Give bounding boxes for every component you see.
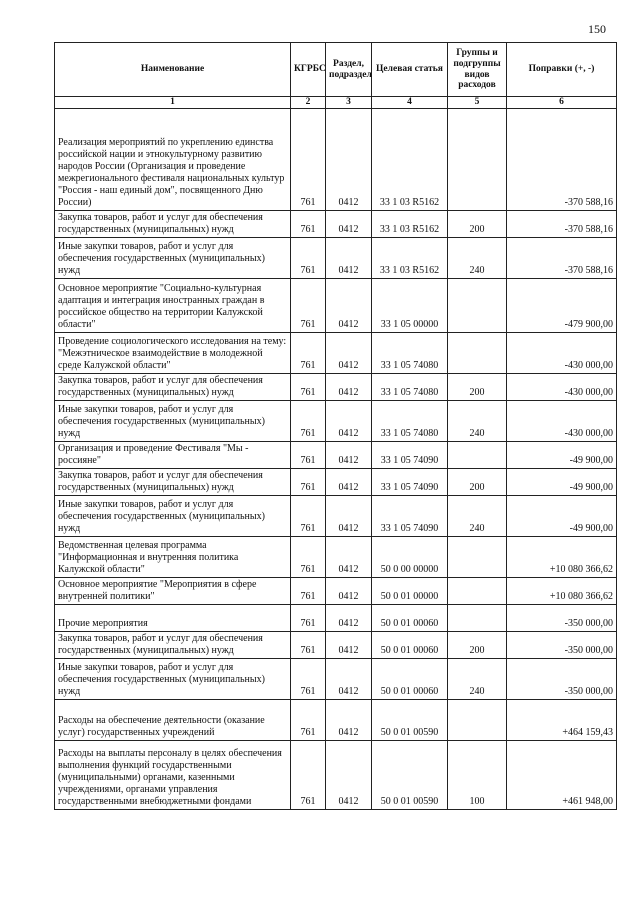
row-expense-group: [448, 605, 507, 632]
table-row: [55, 109, 617, 211]
row-section: 0412: [326, 401, 372, 442]
row-expense-group: 240: [448, 401, 507, 442]
header-section: Раздел, подраздел: [326, 43, 372, 97]
row-amendment-amount: +10 080 366,62: [507, 578, 617, 605]
header-groups: Группы и подгруппы видов расходов: [448, 43, 507, 97]
row-target-article: 50 0 00 00000: [372, 537, 448, 578]
row-expense-group: [448, 700, 507, 741]
row-kgrbs: 761: [291, 605, 326, 632]
row-expense-group: [448, 109, 507, 211]
row-amendment-amount: -430 000,00: [507, 374, 617, 401]
row-amendment-amount: -370 588,16: [507, 109, 617, 211]
row-amendment-amount: +10 080 366,62: [507, 537, 617, 578]
row-target-article: 33 1 05 74080: [372, 401, 448, 442]
table-row: [55, 537, 617, 578]
row-name: Расходы на выплаты персоналу в целях обеспечения выполнения функций государственными (муниципальными) органами, казенными учреждениями, органами управления государственными внебюджетными фондами: [55, 741, 291, 810]
row-kgrbs: 761: [291, 700, 326, 741]
row-name: Закупка товаров, работ и услуг для обеспечения государственных (муниципальных) нужд: [55, 374, 291, 401]
row-section: 0412: [326, 238, 372, 279]
row-target-article: 33 1 03 R5162: [372, 238, 448, 279]
row-kgrbs: 761: [291, 109, 326, 211]
table-row: [55, 496, 617, 537]
row-target-article: 33 1 03 R5162: [372, 211, 448, 238]
row-section: 0412: [326, 279, 372, 333]
row-target-article: 50 0 01 00060: [372, 605, 448, 632]
row-amendment-amount: -350 000,00: [507, 632, 617, 659]
row-name: Закупка товаров, работ и услуг для обеспечения государственных (муниципальных) нужд: [55, 469, 291, 496]
row-section: 0412: [326, 109, 372, 211]
row-expense-group: [448, 537, 507, 578]
column-number-row: [55, 97, 617, 109]
row-target-article: 33 1 05 74090: [372, 442, 448, 469]
row-target-article: 50 0 01 00060: [372, 659, 448, 700]
row-name: Расходы на обеспечение деятельности (оказание услуг) государственных учреждений: [55, 700, 291, 741]
row-name: Прочие мероприятия: [55, 605, 291, 632]
row-section: 0412: [326, 374, 372, 401]
table-row: [55, 469, 617, 496]
row-amendment-amount: +461 948,00: [507, 741, 617, 810]
row-name: Реализация мероприятий по укреплению единства российской нации и этнокультурному развитию народов России (Организация и проведение межрегионального фестиваля национальных культур "Россия - наш единый дом", посвященного Дню России): [55, 109, 291, 211]
row-kgrbs: 761: [291, 578, 326, 605]
row-section: 0412: [326, 632, 372, 659]
row-expense-group: 200: [448, 211, 507, 238]
row-expense-group: [448, 279, 507, 333]
table-row: [55, 374, 617, 401]
header-amendments: Поправки (+, -): [507, 43, 617, 97]
row-expense-group: 240: [448, 659, 507, 700]
row-amendment-amount: -350 000,00: [507, 605, 617, 632]
row-section: 0412: [326, 605, 372, 632]
row-name: Основное мероприятие "Мероприятия в сфере внутренней политики": [55, 578, 291, 605]
column-number: 1: [55, 97, 291, 109]
row-name: Ведомственная целевая программа "Информационная и внутренняя политика Калужской области": [55, 537, 291, 578]
row-target-article: 50 0 01 00590: [372, 700, 448, 741]
row-name: Проведение социологического исследования на тему: "Межэтническое взаимодействие в молодежной среде Калужской области": [55, 333, 291, 374]
row-name: Иные закупки товаров, работ и услуг для обеспечения государственных (муниципальных) нужд: [55, 238, 291, 279]
row-section: 0412: [326, 333, 372, 374]
row-name: Организация и проведение Фестиваля "Мы - россияне": [55, 442, 291, 469]
row-section: 0412: [326, 578, 372, 605]
row-amendment-amount: -49 900,00: [507, 469, 617, 496]
header-kgrbs: КГРБС: [291, 43, 326, 97]
row-section: 0412: [326, 211, 372, 238]
row-target-article: 33 1 05 74090: [372, 496, 448, 537]
row-kgrbs: 761: [291, 374, 326, 401]
row-kgrbs: 761: [291, 333, 326, 374]
row-section: 0412: [326, 659, 372, 700]
row-section: 0412: [326, 700, 372, 741]
table-row: [55, 238, 617, 279]
row-name: Иные закупки товаров, работ и услуг для обеспечения государственных (муниципальных) нужд: [55, 401, 291, 442]
row-kgrbs: 761: [291, 401, 326, 442]
row-kgrbs: 761: [291, 537, 326, 578]
row-amendment-amount: -430 000,00: [507, 333, 617, 374]
row-name: Закупка товаров, работ и услуг для обеспечения государственных (муниципальных) нужд: [55, 632, 291, 659]
row-amendment-amount: -370 588,16: [507, 211, 617, 238]
row-kgrbs: 761: [291, 632, 326, 659]
column-number: 4: [372, 97, 448, 109]
row-amendment-amount: -430 000,00: [507, 401, 617, 442]
row-kgrbs: 761: [291, 496, 326, 537]
row-target-article: 50 0 01 00000: [372, 578, 448, 605]
table-row: [55, 401, 617, 442]
row-amendment-amount: -49 900,00: [507, 496, 617, 537]
row-expense-group: 240: [448, 238, 507, 279]
row-target-article: 33 1 05 74080: [372, 333, 448, 374]
column-number: 5: [448, 97, 507, 109]
header-target: Целевая статья: [372, 43, 448, 97]
table-row: [55, 632, 617, 659]
table-row: [55, 279, 617, 333]
row-expense-group: [448, 333, 507, 374]
row-target-article: 33 1 05 74090: [372, 469, 448, 496]
row-target-article: 50 0 01 00590: [372, 741, 448, 810]
row-target-article: 33 1 03 R5162: [372, 109, 448, 211]
row-target-article: 33 1 05 74080: [372, 374, 448, 401]
row-kgrbs: 761: [291, 659, 326, 700]
row-expense-group: 240: [448, 496, 507, 537]
row-expense-group: 200: [448, 374, 507, 401]
row-name: Иные закупки товаров, работ и услуг для обеспечения государственных (муниципальных) нужд: [55, 659, 291, 700]
row-section: 0412: [326, 496, 372, 537]
row-section: 0412: [326, 741, 372, 810]
row-kgrbs: 761: [291, 238, 326, 279]
table-row: [55, 333, 617, 374]
row-kgrbs: 761: [291, 469, 326, 496]
table-row: [55, 741, 617, 810]
row-expense-group: [448, 578, 507, 605]
page-number: 150: [588, 22, 606, 36]
row-target-article: 50 0 01 00060: [372, 632, 448, 659]
row-section: 0412: [326, 442, 372, 469]
column-number: 3: [326, 97, 372, 109]
row-kgrbs: 761: [291, 741, 326, 810]
row-name: Закупка товаров, работ и услуг для обеспечения государственных (муниципальных) нужд: [55, 211, 291, 238]
row-expense-group: 200: [448, 469, 507, 496]
row-target-article: 33 1 05 00000: [372, 279, 448, 333]
row-section: 0412: [326, 537, 372, 578]
table-header-row: [55, 43, 617, 97]
table-row: [55, 605, 617, 632]
row-amendment-amount: -49 900,00: [507, 442, 617, 469]
row-expense-group: 100: [448, 741, 507, 810]
row-kgrbs: 761: [291, 211, 326, 238]
table-row: [55, 700, 617, 741]
header-name: Наименование: [55, 43, 291, 97]
column-number: 2: [291, 97, 326, 109]
column-number: 6: [507, 97, 617, 109]
row-kgrbs: 761: [291, 442, 326, 469]
row-amendment-amount: -370 588,16: [507, 238, 617, 279]
table-row: [55, 442, 617, 469]
table-row: [55, 578, 617, 605]
row-name: Иные закупки товаров, работ и услуг для обеспечения государственных (муниципальных) нужд: [55, 496, 291, 537]
row-name: Основное мероприятие "Социально-культурная адаптация и интеграция иностранных граждан в российское общество на территории Калужской области": [55, 279, 291, 333]
row-amendment-amount: +464 159,43: [507, 700, 617, 741]
budget-amendments-table: [54, 42, 617, 810]
row-expense-group: [448, 442, 507, 469]
table-row: [55, 211, 617, 238]
row-expense-group: 200: [448, 632, 507, 659]
row-section: 0412: [326, 469, 372, 496]
row-amendment-amount: -350 000,00: [507, 659, 617, 700]
row-kgrbs: 761: [291, 279, 326, 333]
table-row: [55, 659, 617, 700]
row-amendment-amount: -479 900,00: [507, 279, 617, 333]
